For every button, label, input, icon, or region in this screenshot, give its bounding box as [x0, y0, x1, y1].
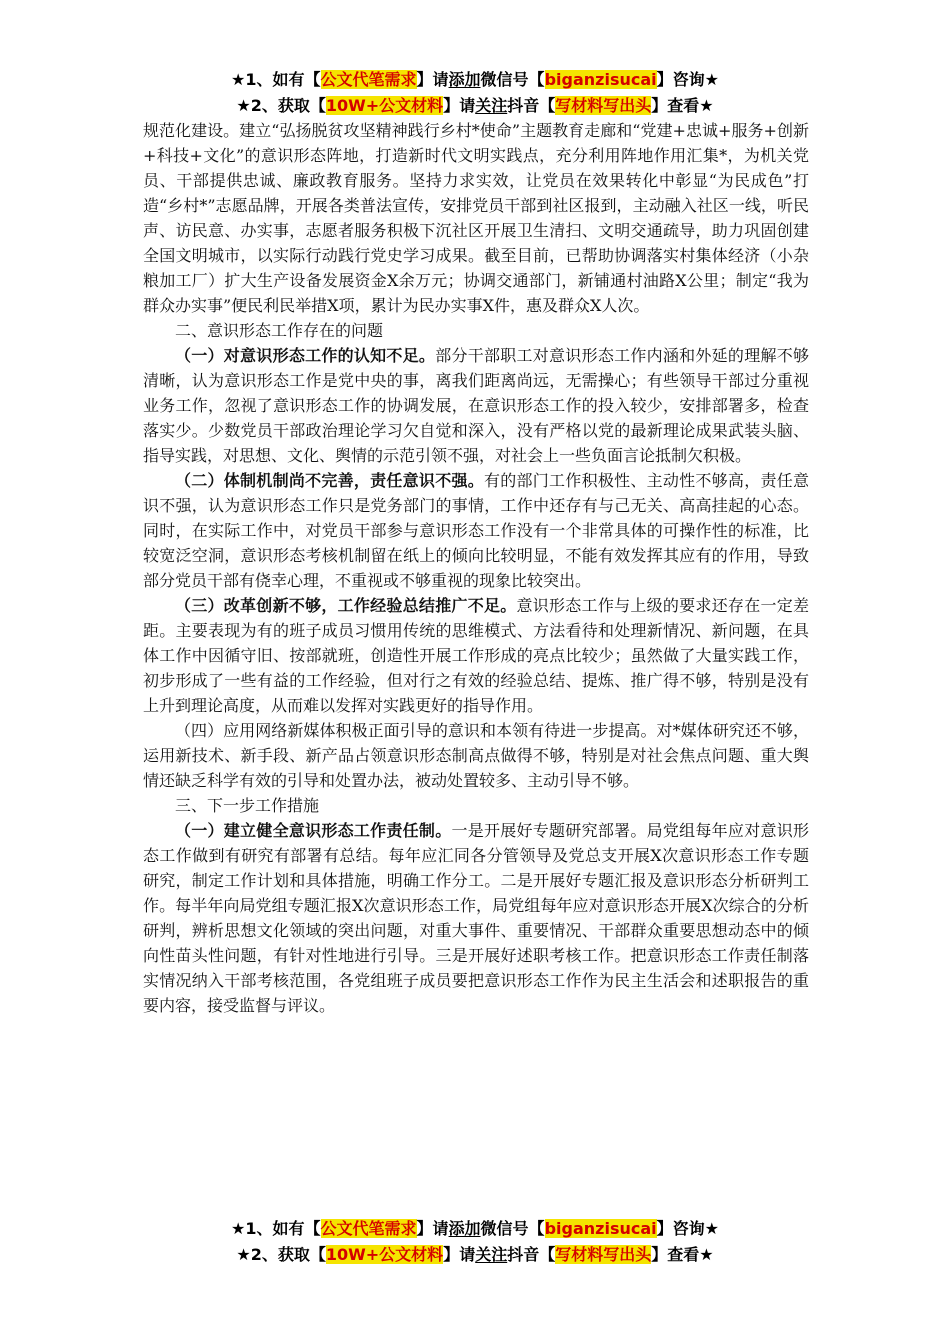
paragraph [143, 818, 809, 1018]
banner-underline: 添加 [448, 70, 481, 89]
banner-text: ★2、获取【 [236, 1245, 326, 1264]
banner-highlight: biganzisucai [544, 1219, 657, 1238]
banner-highlight: 10W+公文材料 [325, 1245, 444, 1264]
banner-text: 】请 [416, 70, 449, 89]
paragraph: （四）应用网络新媒体积极正面引导的意识和本领有待进一步提高。对*媒体研究还不够，运用新技术、新手段、新产品占领意识形态制高点做得不够，特别是对社会焦点问题、重大舆情还缺乏科学有效的引导和处置办法，被动处置较多、主动引导不够。 [143, 721, 809, 790]
banner-line-2 [0, 94, 950, 118]
paragraph [143, 343, 809, 468]
banner-text: 】查看★ [651, 1245, 714, 1264]
paragraph-text: 有的部门工作积极性、主动性不够高，责任意识不强，认为意识形态工作只是党务部门的事情，工作中还存有与己无关、高高挂起的心态。同时，在实际工作中，对党员干部参与意识形态工作没有一个非常具体的可操作性的标准，比较宽泛空洞，意识形态考核机制留在纸上的倾向比较明显，不能有效发挥其应有的作用，导致部分党员干部有侥幸心理，不重视或不够重视的现象比较突出。 [143, 471, 809, 590]
banner-underline: 添加 [448, 1219, 481, 1238]
paragraph-text: 意识形态工作与上级的要求还存在一定差距。主要表现为有的班子成员习惯用传统的思维模式、方法看待和处理新情况、新问题，在具体工作中因循守旧、按部就班，创造性开展工作形成的亮点比较少；虽然做了大量实践工作，初步形成了一些有益的工作经验，但对行之有效的经验总结、提炼、推广得不够，特别是没有上升到理论高度，从而难以发挥对实践更好的指导作用。 [143, 596, 809, 715]
banner-text: 】咨询★ [656, 1219, 719, 1238]
banner-text: ★1、如有【 [231, 1219, 321, 1238]
banner-text: ★2、获取【 [236, 96, 326, 115]
paragraph-text: 一是开展好专题研究部署。局党组每年应对意识形态工作做到有研究有部署有总结。每年应汇同各分管领导及党总支开展X次意识形态工作专题研究，制定工作计划和具体措施，明确工作分工。二是开展好专题汇报及意识形态分析研判工作。每半年向局党组专题汇报X次意识形态工作，局党组每年应对意识形态开展X次综合的分析研判，辨析思想文化领域的突出问题，对重大事件、重要情况、干部群众重要思想动态中的倾向性苗头性问题，有针对性地进行引导。三是开展好述职考核工作。把意识形态工作责任制落实情况纳入干部考核范围，各党组班子成员要把意识形态工作作为民主生活会和述职报告的重要内容，接受监督与评议。 [143, 821, 809, 1015]
banner-highlight: biganzisucai [544, 70, 657, 89]
banner-text: 】咨询★ [656, 70, 719, 89]
banner-text: 】请 [416, 1219, 449, 1238]
banner-text: 】查看★ [651, 96, 714, 115]
banner-highlight: 10W+公文材料 [325, 96, 444, 115]
paragraph-lead: （一）建立健全意识形态工作责任制。 [175, 821, 452, 840]
banner-highlight: 公文代笔需求 [320, 70, 417, 89]
section-heading: 二、意识形态工作存在的问题 [175, 321, 384, 340]
document-body [143, 118, 809, 1018]
banner-underline: 关注 [475, 1245, 508, 1264]
banner-line-1-bottom [0, 1217, 950, 1241]
paragraph-text: 部分干部职工对意识形态工作内涵和外延的理解不够清晰，认为意识形态工作是党中央的事，离我们距离尚远，无需操心；有些领导干部过分重视业务工作，忽视了意识形态工作的协调发展，在意识形态工作的投入较少，安排部署多，检查落实少。少数党员干部政治理论学习欠自觉和深入，没有严格以党的最新理论成果武装头脑、指导实践，对思想、文化、舆情的示范引领不强，对社会上一些负面言论抵制欠积极。 [143, 346, 809, 465]
paragraph: 规范化建设。建立“弘扬脱贫攻坚精神践行乡村*使命”主题教育走廊和“党建+忠诚+服务+创新+科技+文化”的意识形态阵地，打造新时代文明实践点，充分利用阵地作用汇集*，为机关党员、干部提供忠诚、廉政教育服务。坚持力求实效，让党员在效果转化中彰显“为民成色”打造“乡村*”志愿品牌，开展各类普法宣传，安排党员干部到社区报到，主动融入社区一线，听民声、访民意、办实事，志愿者服务积极下沉社区开展卫生清扫、文明交通疏导，助力巩固创建全国文明城市，以实际行动践行党史学习成果。截至目前，已帮助协调落实村集体经济（小杂粮加工厂）扩大生产设备发展资金X余万元；协调交通部门，新铺通村油路X公里；制定“我为群众办实事”便民利民举措X项，累计为民办实事X件，惠及群众X人次。 [143, 121, 809, 315]
banner-line-1 [0, 68, 950, 92]
banner-highlight: 写材料写出头 [555, 1245, 652, 1264]
paragraph-lead: （三）改革创新不够，工作经验总结推广不足。 [175, 596, 517, 615]
banner-highlight: 写材料写出头 [555, 96, 652, 115]
paragraph [143, 468, 809, 593]
banner-text: 微信号【 [480, 1219, 545, 1238]
banner-text: 抖音【 [507, 96, 556, 115]
paragraph-lead: （一）对意识形态工作的认知不足。 [175, 346, 436, 365]
paragraph [143, 593, 809, 718]
section-heading: 三、下一步工作措施 [175, 796, 320, 815]
banner-highlight: 公文代笔需求 [320, 1219, 417, 1238]
paragraph-lead: （二）体制机制尚不完善，责任意识不强。 [175, 471, 484, 490]
banner-text: 】请 [443, 96, 476, 115]
banner-text: 】请 [443, 1245, 476, 1264]
banner-line-2-bottom [0, 1243, 950, 1267]
banner-text: ★1、如有【 [231, 70, 321, 89]
banner-underline: 关注 [475, 96, 508, 115]
banner-text: 微信号【 [480, 70, 545, 89]
banner-text: 抖音【 [507, 1245, 556, 1264]
